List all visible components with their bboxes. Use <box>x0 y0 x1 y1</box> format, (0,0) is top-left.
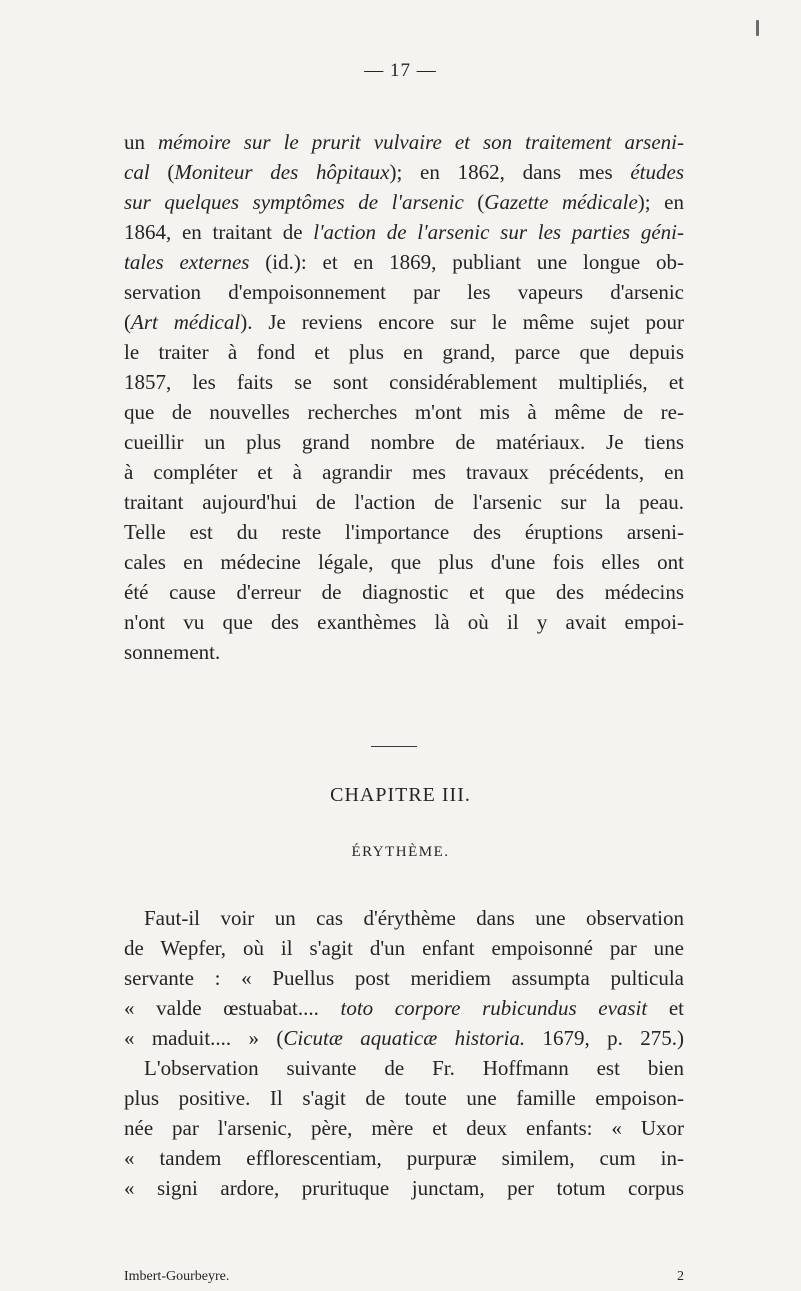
italic-text: Art médical <box>131 310 241 334</box>
italic-text: Gazette médicale <box>484 190 638 214</box>
text-line: à compléter et à agrandir mes travaux précédents, en <box>124 460 684 484</box>
italic-text: Cicutæ aquaticæ historia. <box>283 1026 526 1050</box>
text-line: cueillir un plus grand nombre de matériaux. Je tiens <box>124 430 684 454</box>
text-line: « valde œstuabat.... toto corpore rubicundus evasit et <box>124 996 685 1020</box>
footer-imprint: Imbert-Gourbeyre. <box>124 1269 230 1284</box>
text-line: Telle est du reste l'importance des éruptions arseni- <box>124 520 684 544</box>
text-line: que de nouvelles recherches m'ont mis à même de re- <box>124 400 684 424</box>
signature-mark: 2 <box>677 1269 684 1284</box>
page-number: — 17 — <box>364 60 437 81</box>
italic-text: l'action de l'arsenic sur les parties géni- <box>313 220 684 244</box>
text-line: sonnement. <box>124 640 221 664</box>
text-line: servation d'empoisonnement par les vapeurs d'arsenic <box>124 280 684 304</box>
text-line: cales en médecine légale, que plus d'une fois elles ont <box>124 550 684 574</box>
text-line: (Art médical). Je reviens encore sur le même sujet pour <box>124 310 685 334</box>
chapter-title: CHAPITRE III. <box>330 784 471 806</box>
text-line: n'ont vu que des exanthèmes là où il y avait empoi- <box>124 610 684 634</box>
italic-text: sur quelques symptômes de l'arsenic <box>124 190 464 214</box>
italic-text: tales externes <box>124 250 250 274</box>
text-line: un mémoire sur le prurit vulvaire et son traitement arseni- <box>124 130 684 154</box>
text-line: le traiter à fond et plus en grand, parce que depuis <box>124 340 684 364</box>
text-line: servante : « Puellus post meridiem assumpta pulticula <box>124 966 684 990</box>
text-line: traitant aujourd'hui de l'action de l'arsenic sur la peau. <box>124 490 684 514</box>
text-line: née par l'arsenic, père, mère et deux enfants: « Uxor <box>124 1116 684 1140</box>
italic-text: études <box>630 160 684 184</box>
text-line: 1864, en traitant de l'action de l'arsenic sur les parties géni- <box>124 220 684 244</box>
section-divider <box>371 746 417 747</box>
text-line: 1857, les faits se sont considérablement multipliés, et <box>124 370 684 394</box>
text-line: sur quelques symptômes de l'arsenic (Gazette médicale); en <box>124 190 684 214</box>
section-title: ÉRYTHÈME. <box>351 844 450 860</box>
text-line: Faut-il voir un cas d'érythème dans une observation <box>144 906 684 930</box>
text-line: de Wepfer, où il s'agit d'un enfant empoisonné par une <box>124 936 684 960</box>
text-line: tales externes (id.): et en 1869, publiant une longue ob- <box>124 250 684 274</box>
paragraph-2 <box>124 903 684 1203</box>
text-line: « tandem efflorescentiam, purpuræ similem, cum in- <box>124 1146 684 1170</box>
italic-text: mémoire sur le prurit vulvaire et son traitement arseni- <box>158 130 684 154</box>
margin-mark <box>756 20 759 36</box>
paragraph-1 <box>124 127 684 667</box>
text-line: L'observation suivante de Fr. Hoffmann est bien <box>144 1056 684 1080</box>
text-line: plus positive. Il s'agit de toute une famille empoison- <box>124 1086 684 1110</box>
text-line: « signi ardore, prurituque junctam, per totum corpus <box>124 1176 684 1200</box>
text-line: « maduit.... » (Cicutæ aquaticæ historia. 1679, p. 275.) <box>124 1026 684 1050</box>
italic-text: Moniteur des hôpitaux <box>174 160 390 184</box>
text-line: été cause d'erreur de diagnostic et que des médecins <box>124 580 684 604</box>
text-line: cal (Moniteur des hôpitaux); en 1862, dans mes études <box>124 160 684 184</box>
italic-text: toto corpore rubicundus evasit <box>340 996 648 1020</box>
italic-text: cal <box>124 160 150 184</box>
